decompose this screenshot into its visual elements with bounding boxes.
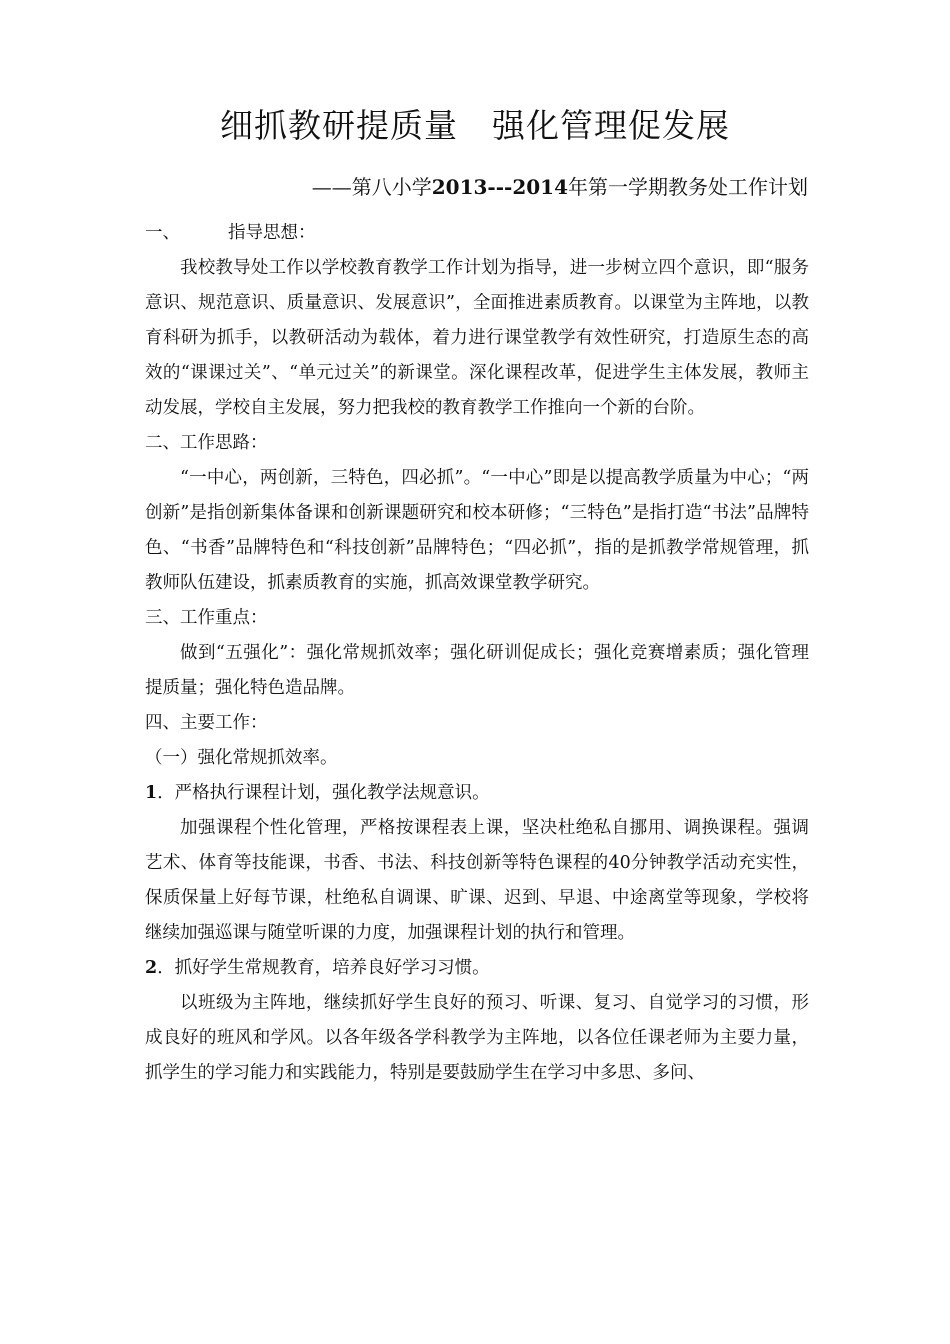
document-subtitle xyxy=(312,172,808,202)
subsection-heading: （一）强化常规抓效率。 xyxy=(145,748,338,768)
section-heading-4: 四、主要工作： xyxy=(145,713,268,733)
item-paragraph-1: 加强课程个性化管理，严格按课程表上课，坚决杜绝私自挪用、调换课程。强调艺术、体育等技能课，书香、书法、科技创新等特色课程的40分钟教学活动充实性，保质保量上好每节课，杜绝私自调课、旷课、迟到、早退、中途离堂等现象，学校将继续加强巡课与随堂听课的力度，加强课程计划的执行和管理。 xyxy=(145,818,809,943)
item-paragraph-2: 以班级为主阵地，继续抓好学生良好的预习、听课、复习、自觉学习的习惯，形成良好的班风和学风。以各年级各学科教学为主阵地，以各位任课老师为主要力量，抓学生的学习能力和实践能力，特别是要鼓励学生在学习中多思、多问、 xyxy=(145,993,809,1083)
subtitle-prefix: ——第八小学 xyxy=(311,175,432,199)
section-heading-1-num: 一、 xyxy=(145,223,180,243)
document-title: 细抓教研提质量 强化管理促发展 xyxy=(220,106,730,145)
section-paragraph-2: “一中心，两创新，三特色，四必抓”。“一中心”即是以提高教学质量为中心；“两创新”是指创新集体备课和创新课题研究和校本研修；“三特色”是指打造“书法”品牌特色、“书香”品牌特色和“科技创新”品牌特色；“四必抓”，指的是抓教学常规管理，抓教师队伍建设，抓素质教育的实施，抓高效课堂教学研究。 xyxy=(145,468,809,593)
section-heading-2: 二、工作思路： xyxy=(145,433,268,453)
item-number-1: 1 xyxy=(145,783,158,803)
item-title-2 xyxy=(145,951,809,986)
section-heading-1 xyxy=(145,216,809,251)
item-title-1 xyxy=(145,776,809,811)
item-title-2-text: ．抓好学生常规教育，培养良好学习习惯。 xyxy=(157,958,490,978)
item-number-2: 2 xyxy=(145,958,158,978)
document-body xyxy=(145,216,809,1091)
subtitle-suffix: 年第一学期教务处工作计划 xyxy=(568,175,808,199)
section-paragraph-3: 做到“五强化”：强化常规抓效率；强化研训促成长；强化竞赛增素质；强化管理提质量；强化特色造品牌。 xyxy=(145,643,809,698)
section-heading-3: 三、工作重点： xyxy=(145,608,268,628)
section-heading-1-text: 指导思想： xyxy=(228,223,316,243)
subtitle-years: 2013---2014 xyxy=(431,175,568,199)
item-title-1-text: ．严格执行课程计划，强化教学法规意识。 xyxy=(157,783,490,803)
section-paragraph-1: 我校教导处工作以学校教育教学工作计划为指导，进一步树立四个意识，即“服务意识、规范意识、质量意识、发展意识”，全面推进素质教育。以课堂为主阵地，以教育科研为抓手，以教研活动为载体，着力进行课堂教学有效性研究，打造原生态的高效的“课课过关”、“单元过关”的新课堂。深化课程改革，促进学生主体发展，教师主动发展，学校自主发展，努力把我校的教育教学工作推向一个新的台阶。 xyxy=(145,258,809,418)
